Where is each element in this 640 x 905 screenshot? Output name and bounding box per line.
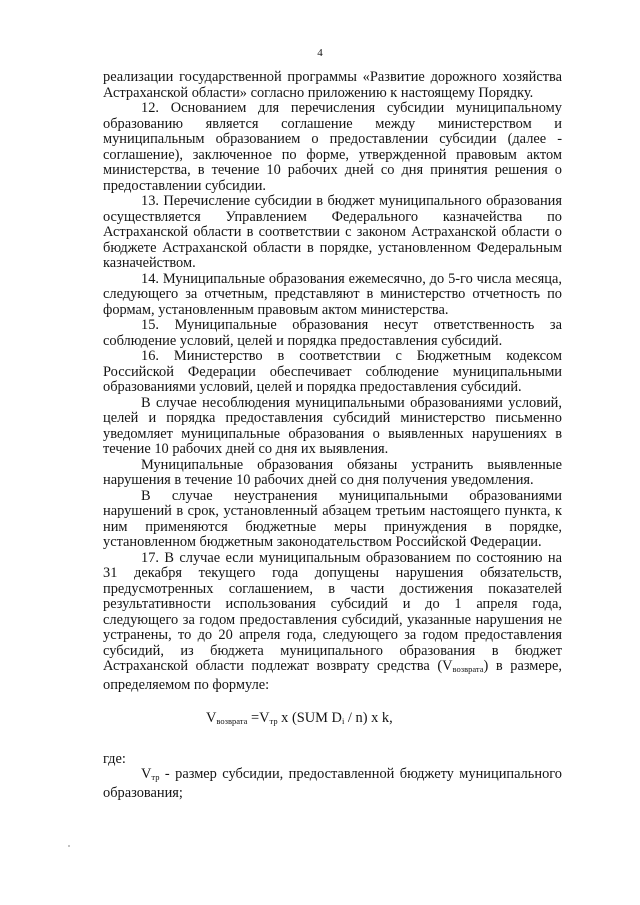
- v-return-subscript: возврата: [452, 664, 484, 674]
- document-body: [103, 70, 562, 801]
- formula-tail: / n) x k,: [344, 710, 393, 726]
- definition-text: - размер субсидии, предоставленной бюджету муниципального образования;: [103, 766, 562, 801]
- paragraph-12: 12. Основанием для перечисления субсидии муниципальному образованию является соглашение между министерством и муниципальным образованием о предоставлении субсидии (далее - соглашение), заключенное по форме, утвержденной правовым актом министерства, в течение 10 рабочих дней со дня принятия решения о предоставлении субсидии.: [103, 100, 562, 194]
- formula-i-subscript: i: [341, 716, 345, 726]
- page-number: 4: [317, 47, 323, 59]
- paragraph-13: 13. Перечисление субсидии в бюджет муниципального образования осуществляется Управлением Федерального казначейства по Астраханской области в соответствии с законом Астраханской области о бюджете Астраханской области в порядке, установленном Федеральным казначейством.: [103, 193, 562, 271]
- formula-equals-v: =V: [247, 710, 270, 726]
- formula-tr-subscript: тр: [269, 716, 278, 726]
- scan-speck: [68, 845, 70, 847]
- paragraph-16-notice: В случае несоблюдения муниципальными образованиями условий, целей и порядка предоставления субсидий министерство письменно уведомляет муниципальные образования о выявленных нарушениях в течение 10 рабочих дней со дня их выявления.: [103, 394, 562, 457]
- paragraph-17-text-before: 17. В случае если муниципальным образованием по состоянию на 31 декабря текущего года допущены нарушения обязательств, предусмотренных соглашением, в части достижения показателей результативности использования субсидий и до 1 апреля года, следующего за годом предоставления субсидий, указанные нарушения не устранены, то до 20 апреля года, следующего за годом предоставления субсидий, из бюджета муниципального образования в бюджет Астраханской области подлежат возврату средства (V: [103, 549, 562, 674]
- paragraph-15: 15. Муниципальные образования несут ответственность за соблюдение условий, целей и порядка предоставления субсидий.: [103, 317, 562, 349]
- formula-v-subscript: возврата: [216, 716, 248, 726]
- formula-sum-part: x (SUM D: [277, 710, 342, 726]
- paragraph-continuation: реализации государственной программы «Развитие дорожного хозяйства Астраханской области» согласно приложению к настоящему Порядку.: [103, 69, 562, 101]
- where-label: где:: [103, 750, 126, 767]
- definition-tr-subscript: тр: [151, 772, 160, 782]
- definition-vtr: [103, 767, 562, 801]
- paragraph-16-obligation: Муниципальные образования обязаны устранить выявленные нарушения в течение 10 рабочих дней со дня получения уведомления.: [103, 456, 562, 488]
- formula-v: V: [206, 710, 217, 726]
- paragraph-14: 14. Муниципальные образования ежемесячно, до 5-го числа месяца, следующего за отчетным, представляют в министерство отчетность по формам, установленным правовым актом министерства.: [103, 270, 562, 318]
- paragraph-17: [103, 551, 562, 694]
- definition-v: V: [141, 766, 152, 782]
- paragraph-16: 16. Министерство в соответствии с Бюджетным кодексом Российской Федерации обеспечивает соблюдение муниципальными образованиями условий, целей и порядка предоставления субсидий.: [103, 348, 562, 395]
- return-formula: [103, 711, 562, 730]
- paragraph-16-enforcement: В случае неустранения муниципальными образованиями нарушений в срок, установленный абзацем третьим настоящего пункта, к ним применяются бюджетные меры принуждения в порядке, установленном бюджетным законодательством Российской Федерации.: [103, 487, 562, 550]
- paragraph-17-text-after: ) в размере, определяемом по формуле:: [103, 658, 562, 693]
